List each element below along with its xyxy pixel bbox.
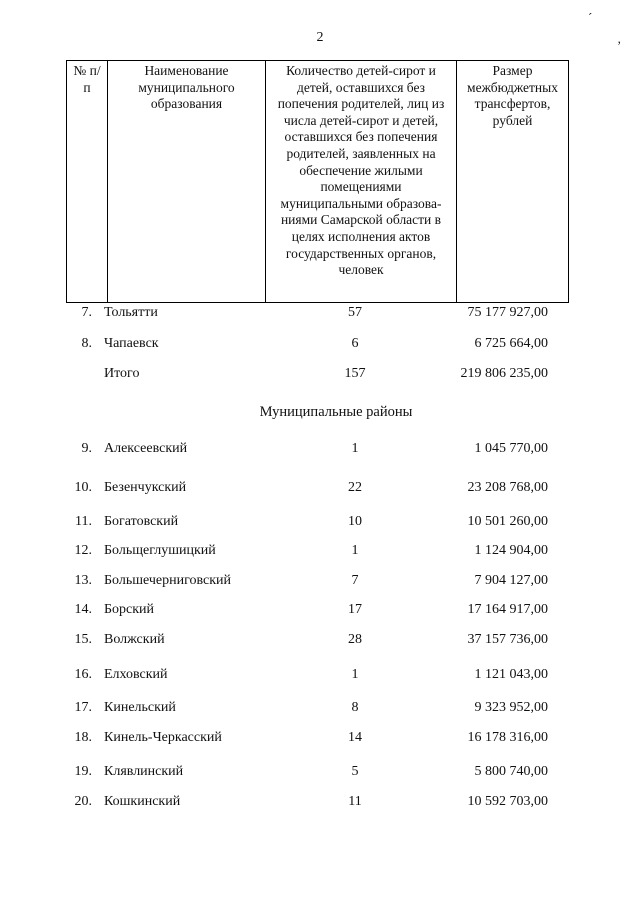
table-row (0, 441, 640, 461)
row-amount: 37 157 736,00 (467, 632, 548, 647)
row-name: Кошкинский (104, 794, 181, 809)
row-name: Безенчукский (104, 480, 187, 495)
table-row (0, 514, 640, 534)
row-amount: 10 592 703,00 (467, 794, 548, 809)
row-amount: 17 164 917,00 (467, 602, 548, 617)
row-number: 14. (74, 602, 92, 617)
table-row (0, 543, 640, 563)
row-number: 13. (74, 573, 92, 588)
table-row (0, 336, 640, 356)
row-number: 8. (81, 336, 92, 351)
row-amount: 23 208 768,00 (467, 480, 548, 495)
table-row (0, 700, 640, 720)
row-name: Итого (104, 366, 140, 381)
corner-mark: ʼ (617, 38, 622, 53)
row-name: Кинель-Черкасский (104, 730, 222, 745)
row-amount: 7 904 127,00 (474, 573, 548, 588)
row-count: 28 (348, 632, 362, 647)
table-row (0, 305, 640, 325)
row-number: 20. (74, 794, 92, 809)
row-number: 18. (74, 730, 92, 745)
table-row (0, 480, 640, 500)
row-amount: 219 806 235,00 (460, 366, 548, 381)
row-name: Больщеглушицкий (104, 543, 216, 558)
table-row-total (0, 366, 640, 386)
row-name: Клявлинский (104, 764, 184, 779)
row-amount: 9 323 952,00 (474, 700, 548, 715)
row-name: Большечерниговский (104, 573, 232, 588)
table-row (0, 764, 640, 784)
row-count: 5 (351, 764, 359, 779)
row-name: Богатовский (104, 514, 179, 529)
page-number: 2 (316, 30, 324, 45)
header-amount-column: Размер межбюджетных трансфертов, рублей (457, 61, 569, 303)
row-amount: 75 177 927,00 (467, 305, 548, 320)
row-name: Елховский (104, 667, 168, 682)
table-row (0, 730, 640, 750)
row-number: 7. (81, 305, 92, 320)
header-count-column: Количество детей-сирот и детей, оставшихся без попечения родителей, лиц из числа детей-сирот и детей, оставшихся без попечения родителей, заявленных на обеспечение жилыми помещениями муниципальными образованиями Самарской области в целях исполнения актов государственных органов, человек (266, 61, 457, 303)
row-number: 10. (74, 480, 92, 495)
row-name: Тольятти (104, 305, 158, 320)
row-count: 1 (351, 667, 359, 682)
table-header (66, 60, 569, 303)
row-name: Волжский (104, 632, 165, 647)
row-count: 8 (351, 700, 359, 715)
row-count: 10 (348, 514, 362, 529)
row-count: 157 (344, 366, 366, 381)
row-count: 14 (348, 730, 362, 745)
table-row (0, 573, 640, 593)
row-name: Кинельский (104, 700, 176, 715)
row-count: 11 (348, 794, 362, 809)
row-count: 17 (348, 602, 362, 617)
corner-mark: ´ (588, 10, 593, 25)
section-title: Муниципальные районы (259, 404, 413, 420)
row-number: 19. (74, 764, 92, 779)
table-row (0, 602, 640, 622)
row-name: Алексеевский (104, 441, 188, 456)
row-name: Борский (104, 602, 155, 617)
row-amount: 1 045 770,00 (474, 441, 548, 456)
row-number: 15. (74, 632, 92, 647)
header-number-column: № п/п (67, 61, 108, 303)
row-amount: 1 121 043,00 (474, 667, 548, 682)
row-amount: 5 800 740,00 (474, 764, 548, 779)
row-number: 9. (81, 441, 92, 456)
table-row (0, 667, 640, 687)
table-row (0, 632, 640, 652)
row-number: 11. (75, 514, 92, 529)
row-amount: 1 124 904,00 (474, 543, 548, 558)
row-number: 12. (74, 543, 92, 558)
row-amount: 16 178 316,00 (467, 730, 548, 745)
header-name-column: Наименование муниципального образования (108, 61, 266, 303)
row-amount: 6 725 664,00 (474, 336, 548, 351)
row-count: 22 (348, 480, 362, 495)
row-count: 7 (351, 573, 359, 588)
row-number: 17. (74, 700, 92, 715)
row-number: 16. (74, 667, 92, 682)
row-count: 1 (351, 543, 359, 558)
table-row (0, 794, 640, 814)
row-count: 1 (351, 441, 359, 456)
row-count: 57 (348, 305, 362, 320)
row-name: Чапаевск (104, 336, 159, 351)
row-count: 6 (351, 336, 359, 351)
row-amount: 10 501 260,00 (467, 514, 548, 529)
